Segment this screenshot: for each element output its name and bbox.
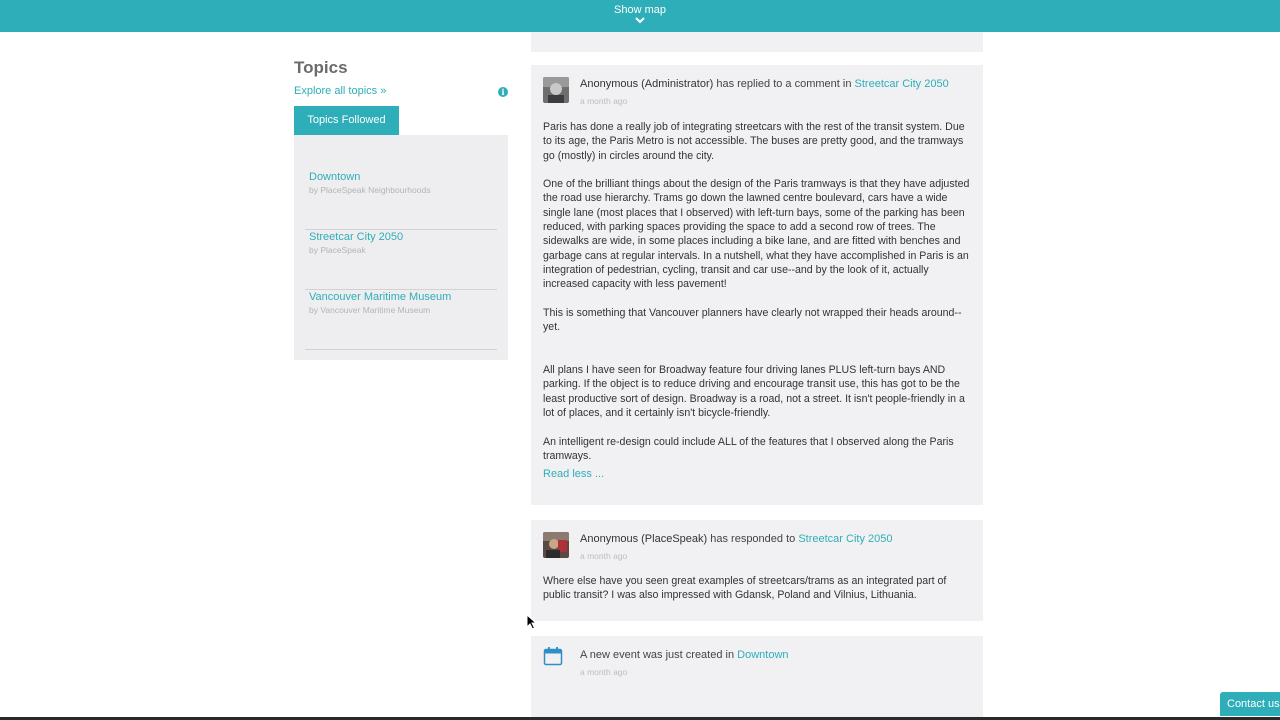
comment-paragraph: This is something that Vancouver planners have clearly not wrapped their heads around--yet. xyxy=(543,306,962,334)
topic-link[interactable]: Downtown xyxy=(737,649,789,661)
tab-topics-followed[interactable]: Topics Followed xyxy=(294,106,399,135)
activity-header xyxy=(580,533,892,545)
timestamp: a month ago xyxy=(580,551,628,561)
mouse-cursor-icon xyxy=(526,614,538,630)
comment-paragraph: An intelligent re-design could include ALL of the features that I observed along the Paris tramways. xyxy=(543,435,954,462)
activity-action: has replied to a comment in xyxy=(713,78,855,90)
topic-name[interactable]: Vancouver Maritime Museum xyxy=(309,291,452,303)
comment-paragraph: Where else have you seen great examples of streetcars/trams as an integrated part of public transit? I was also impressed with Gdansk, Poland and Vilnius, Lithuania. xyxy=(543,575,947,602)
topic-item[interactable] xyxy=(305,231,497,290)
feed-item xyxy=(531,636,983,720)
comment-paragraph: One of the brilliant things about the design of the Paris tramways is that they have adjusted the road use hierarchy. Trams go down the lawned centre boulevard, cars have a wide single lane (most places that I observed) with left-turn bays, some of the parking has been reduced, with parking spaces providing the space to add a second row of trees. The sidewalks are wide, in some places including a bike lane, and are fitted with benches and garbage cans at regular intervals. In a nutshell, what they have accomplished in Paris is an integration of pedestrian, cycling, transit and car use--and by the look of it, actually increased capacity with less pavement! xyxy=(543,178,970,291)
feed-item xyxy=(531,65,983,505)
comment-paragraph: All plans I have seen for Broadway feature four driving lanes PLUS left-turn bays AND parking. If the object is to reduce driving and encourage transit use, this has got to be the least productive sort of design. Broadway is a road, not a street. It isn't people-friendly in a lot of places, and it certainly isn't bicycle-friendly. xyxy=(543,364,965,419)
show-map-label[interactable]: Show map xyxy=(614,4,666,16)
activity-header xyxy=(580,78,949,90)
user-name: Anonymous (Administrator) xyxy=(580,78,714,90)
topic-link[interactable]: Streetcar City 2050 xyxy=(798,533,893,545)
comment-body xyxy=(543,574,975,617)
info-icon[interactable]: i xyxy=(498,87,508,97)
timestamp: a month ago xyxy=(580,667,628,677)
avatar[interactable] xyxy=(543,77,569,103)
calendar-icon xyxy=(543,646,563,666)
comment-body xyxy=(543,120,975,477)
topic-name[interactable]: Streetcar City 2050 xyxy=(309,231,404,243)
topic-name[interactable]: Downtown xyxy=(309,171,361,183)
topics-followed-panel xyxy=(294,135,508,360)
user-name: Anonymous (PlaceSpeak) xyxy=(580,533,708,545)
read-less-link[interactable]: Read less ... xyxy=(543,468,605,480)
topic-item[interactable] xyxy=(305,291,497,350)
topic-owner: by Vancouver Maritime Museum xyxy=(309,305,431,315)
activity-action: A new event was just created in xyxy=(580,649,738,661)
activity-action: has responded to xyxy=(707,533,799,545)
topic-link[interactable]: Streetcar City 2050 xyxy=(854,78,949,90)
activity-header xyxy=(580,649,789,661)
topics-title: Topics xyxy=(294,58,348,77)
topic-item[interactable] xyxy=(305,171,497,230)
chevron-down-icon[interactable] xyxy=(0,17,1280,26)
feed-card-partial xyxy=(531,32,983,52)
contact-us-button[interactable]: Contact us xyxy=(1220,692,1280,716)
avatar[interactable] xyxy=(543,532,569,558)
topic-owner: by PlaceSpeak Neighbourhoods xyxy=(309,185,431,195)
feed-item xyxy=(531,520,983,621)
timestamp: a month ago xyxy=(580,96,628,106)
explore-all-topics-link[interactable]: Explore all topics » xyxy=(294,85,387,97)
show-map-bar[interactable] xyxy=(0,0,1280,32)
topic-owner: by PlaceSpeak xyxy=(309,245,366,255)
comment-paragraph: Paris has done a really job of integrating streetcars with the rest of the transit system. Due to its age, the Paris Metro is not accessible. The buses are pretty good, and the tramways go (mostly) in circles around the city. xyxy=(543,121,965,162)
